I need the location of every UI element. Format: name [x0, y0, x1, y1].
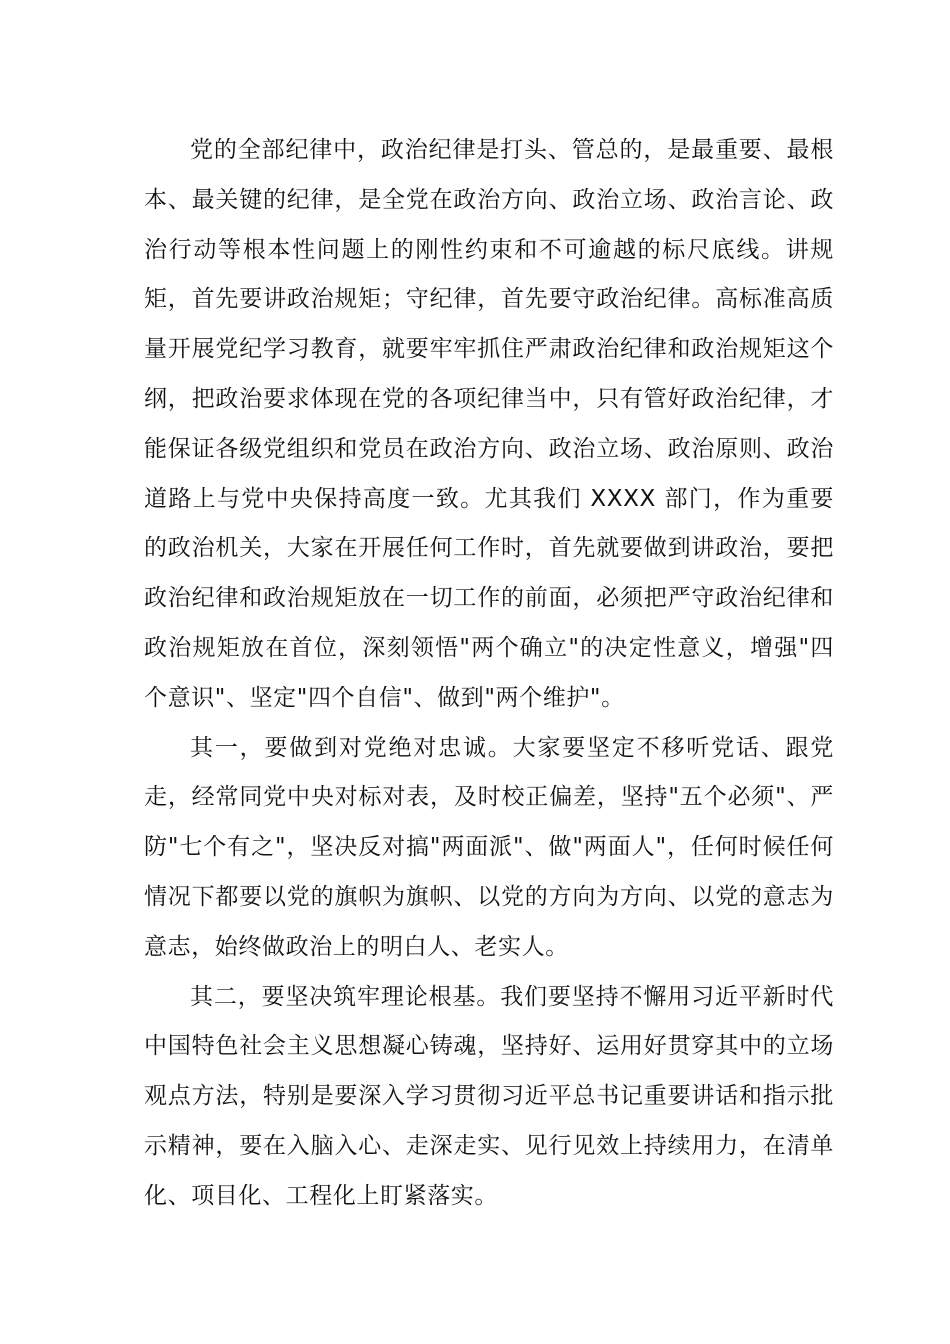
document-body	[144, 126, 834, 1222]
paragraph-political-discipline: 党的全部纪律中，政治纪律是打头、管总的，是最重要、最根本、最关键的纪律，是全党在政治方向、政治立场、政治言论、政治行动等根本性问题上的刚性约束和不可逾越的标尺底线。讲规矩，首先要讲政治规矩；守纪律，首先要守政治纪律。高标准高质量开展党纪学习教育，就要牢牢抓住严肃政治纪律和政治规矩这个纲，把政治要求体现在党的各项纪律当中，只有管好政治纪律，才能保证各级党组织和党员在政治方向、政治立场、政治原则、政治道路上与党中央保持高度一致。尤其我们 XXXX 部门，作为重要的政治机关，大家在开展任何工作时，首先就要做到讲政治，要把政治纪律和政治规矩放在一切工作的前面，必须把严守政治纪律和政治规矩放在首位，深刻领悟"两个确立"的决定性意义，增强"四个意识"、坚定"四个自信"、做到"两个维护"。	[144, 137, 834, 711]
paragraph-loyalty: 其一，要做到对党绝对忠诚。大家要坚定不移听党话、跟党走，经常同党中央对标对表，及时校正偏差，坚持"五个必须"、严防"七个有之"，坚决反对搞"两面派"、做"两面人"，任何时候任何情况下都要以党的旗帜为旗帜、以党的方向为方向、以党的意志为意志，始终做政治上的明白人、老实人。	[144, 734, 834, 960]
paragraph-theory-foundation: 其二，要坚决筑牢理论根基。我们要坚持不懈用习近平新时代中国特色社会主义思想凝心铸魂，坚持好、运用好贯穿其中的立场观点方法，特别是要深入学习贯彻习近平总书记重要讲话和指示批示精神，要在入脑入心、走深走实、见行见效上持续用力，在清单化、项目化、工程化上盯紧落实。	[144, 983, 834, 1209]
